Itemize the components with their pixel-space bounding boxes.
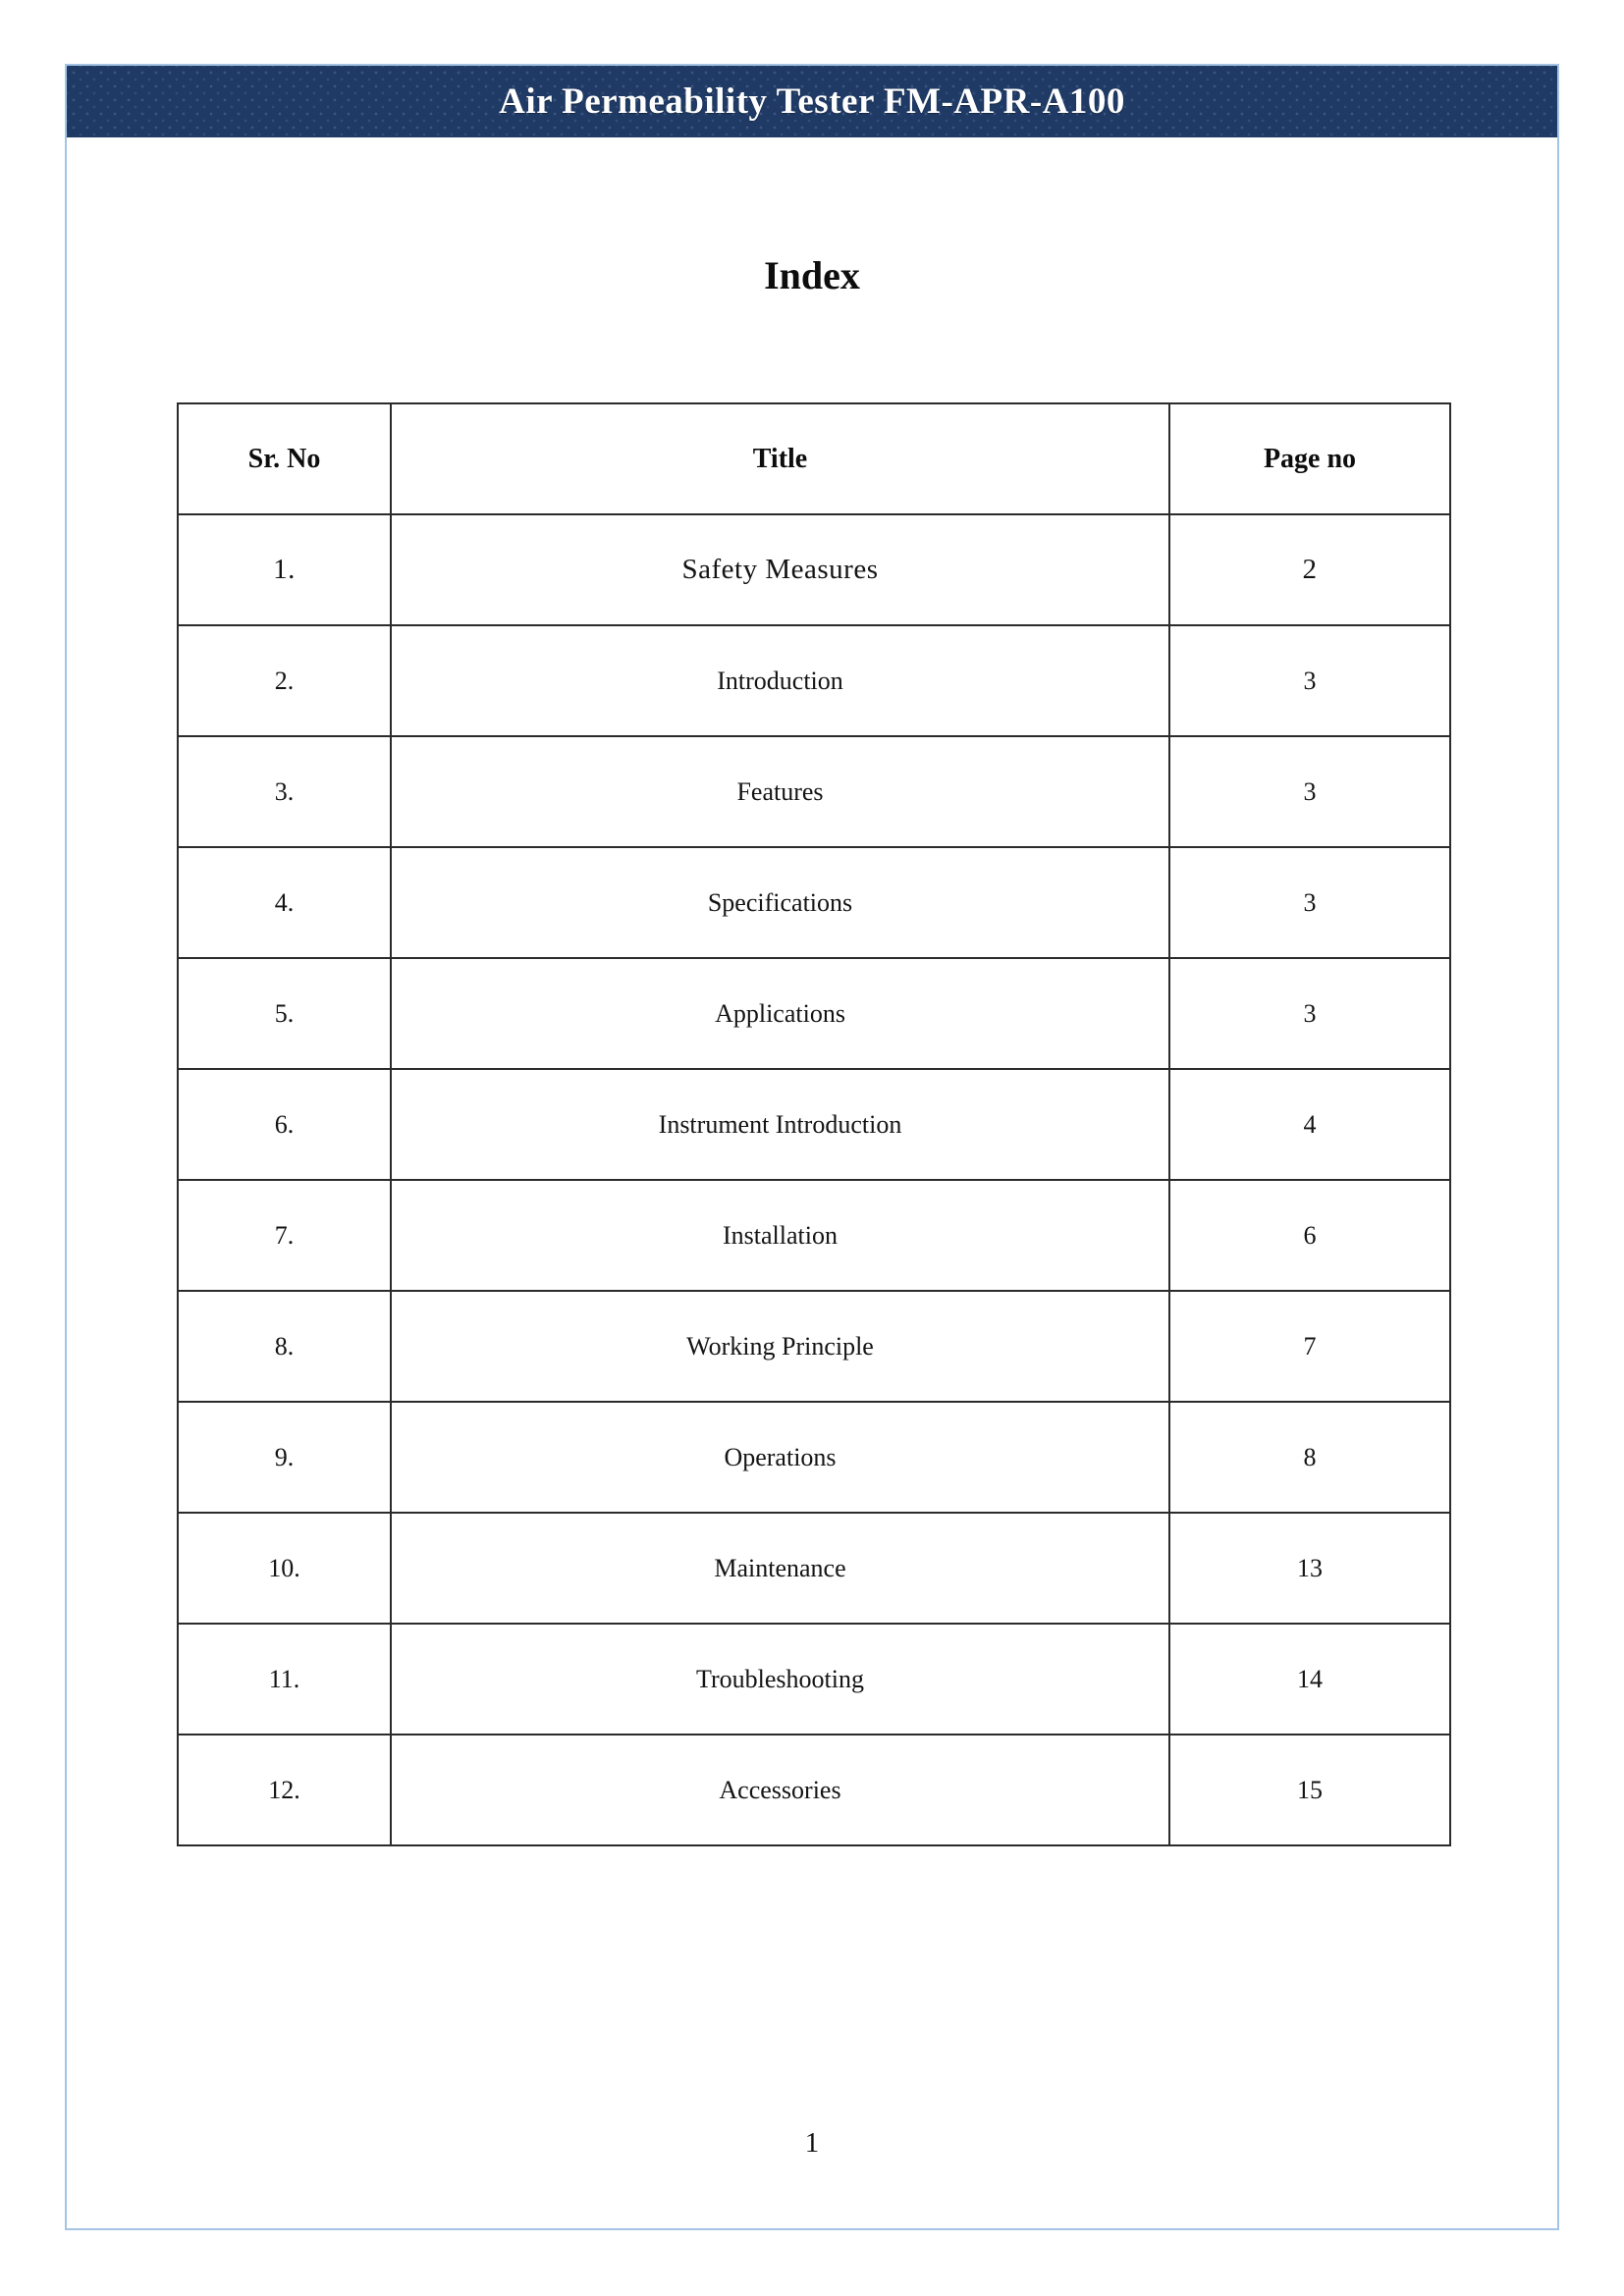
sr-no-cell: 1. [178,514,391,625]
sr-no-cell: 2. [178,625,391,736]
document-title: Air Permeability Tester FM-APR-A100 [499,81,1125,122]
column-header-page-no: Page no [1169,403,1450,514]
table-row [178,1069,1450,1180]
page-no-cell: 13 [1169,1513,1450,1624]
page-no-cell: 3 [1169,958,1450,1069]
sr-no-cell: 3. [178,736,391,847]
index-table [177,402,1451,1846]
title-cell: Applications [391,958,1169,1069]
sr-no-cell: 11. [178,1624,391,1735]
table-row [178,1624,1450,1735]
sr-no-cell: 4. [178,847,391,958]
table-row [178,1402,1450,1513]
page-frame [65,64,1559,2230]
table-row [178,1513,1450,1624]
page-no-cell: 3 [1169,736,1450,847]
title-cell: Working Principle [391,1291,1169,1402]
table-row [178,958,1450,1069]
index-table-header-row [178,403,1450,514]
page-no-cell: 14 [1169,1624,1450,1735]
page-no-cell: 15 [1169,1735,1450,1845]
title-cell: Safety Measures [391,514,1169,625]
index-heading: Index [764,253,860,297]
title-cell: Accessories [391,1735,1169,1845]
title-cell: Troubleshooting [391,1624,1169,1735]
page-no-cell: 2 [1169,514,1450,625]
sr-no-cell: 7. [178,1180,391,1291]
sr-no-cell: 10. [178,1513,391,1624]
table-row [178,1180,1450,1291]
index-table-body [178,514,1450,1845]
table-row [178,514,1450,625]
title-cell: Operations [391,1402,1169,1513]
column-header-sr-no: Sr. No [178,403,391,514]
sr-no-cell: 8. [178,1291,391,1402]
page-no-cell: 8 [1169,1402,1450,1513]
title-cell: Features [391,736,1169,847]
page-no-cell: 4 [1169,1069,1450,1180]
title-cell: Specifications [391,847,1169,958]
page-number: 1 [804,2127,820,2159]
page-no-cell: 3 [1169,625,1450,736]
table-row [178,625,1450,736]
page-no-cell: 7 [1169,1291,1450,1402]
title-cell: Installation [391,1180,1169,1291]
title-cell: Introduction [391,625,1169,736]
page-no-cell: 3 [1169,847,1450,958]
header-bar [67,66,1557,137]
sr-no-cell: 12. [178,1735,391,1845]
table-row [178,847,1450,958]
page-no-cell: 6 [1169,1180,1450,1291]
title-cell: Maintenance [391,1513,1169,1624]
table-row [178,736,1450,847]
table-row [178,1291,1450,1402]
column-header-title: Title [391,403,1169,514]
sr-no-cell: 5. [178,958,391,1069]
sr-no-cell: 9. [178,1402,391,1513]
title-cell: Instrument Introduction [391,1069,1169,1180]
table-row [178,1735,1450,1845]
sr-no-cell: 6. [178,1069,391,1180]
